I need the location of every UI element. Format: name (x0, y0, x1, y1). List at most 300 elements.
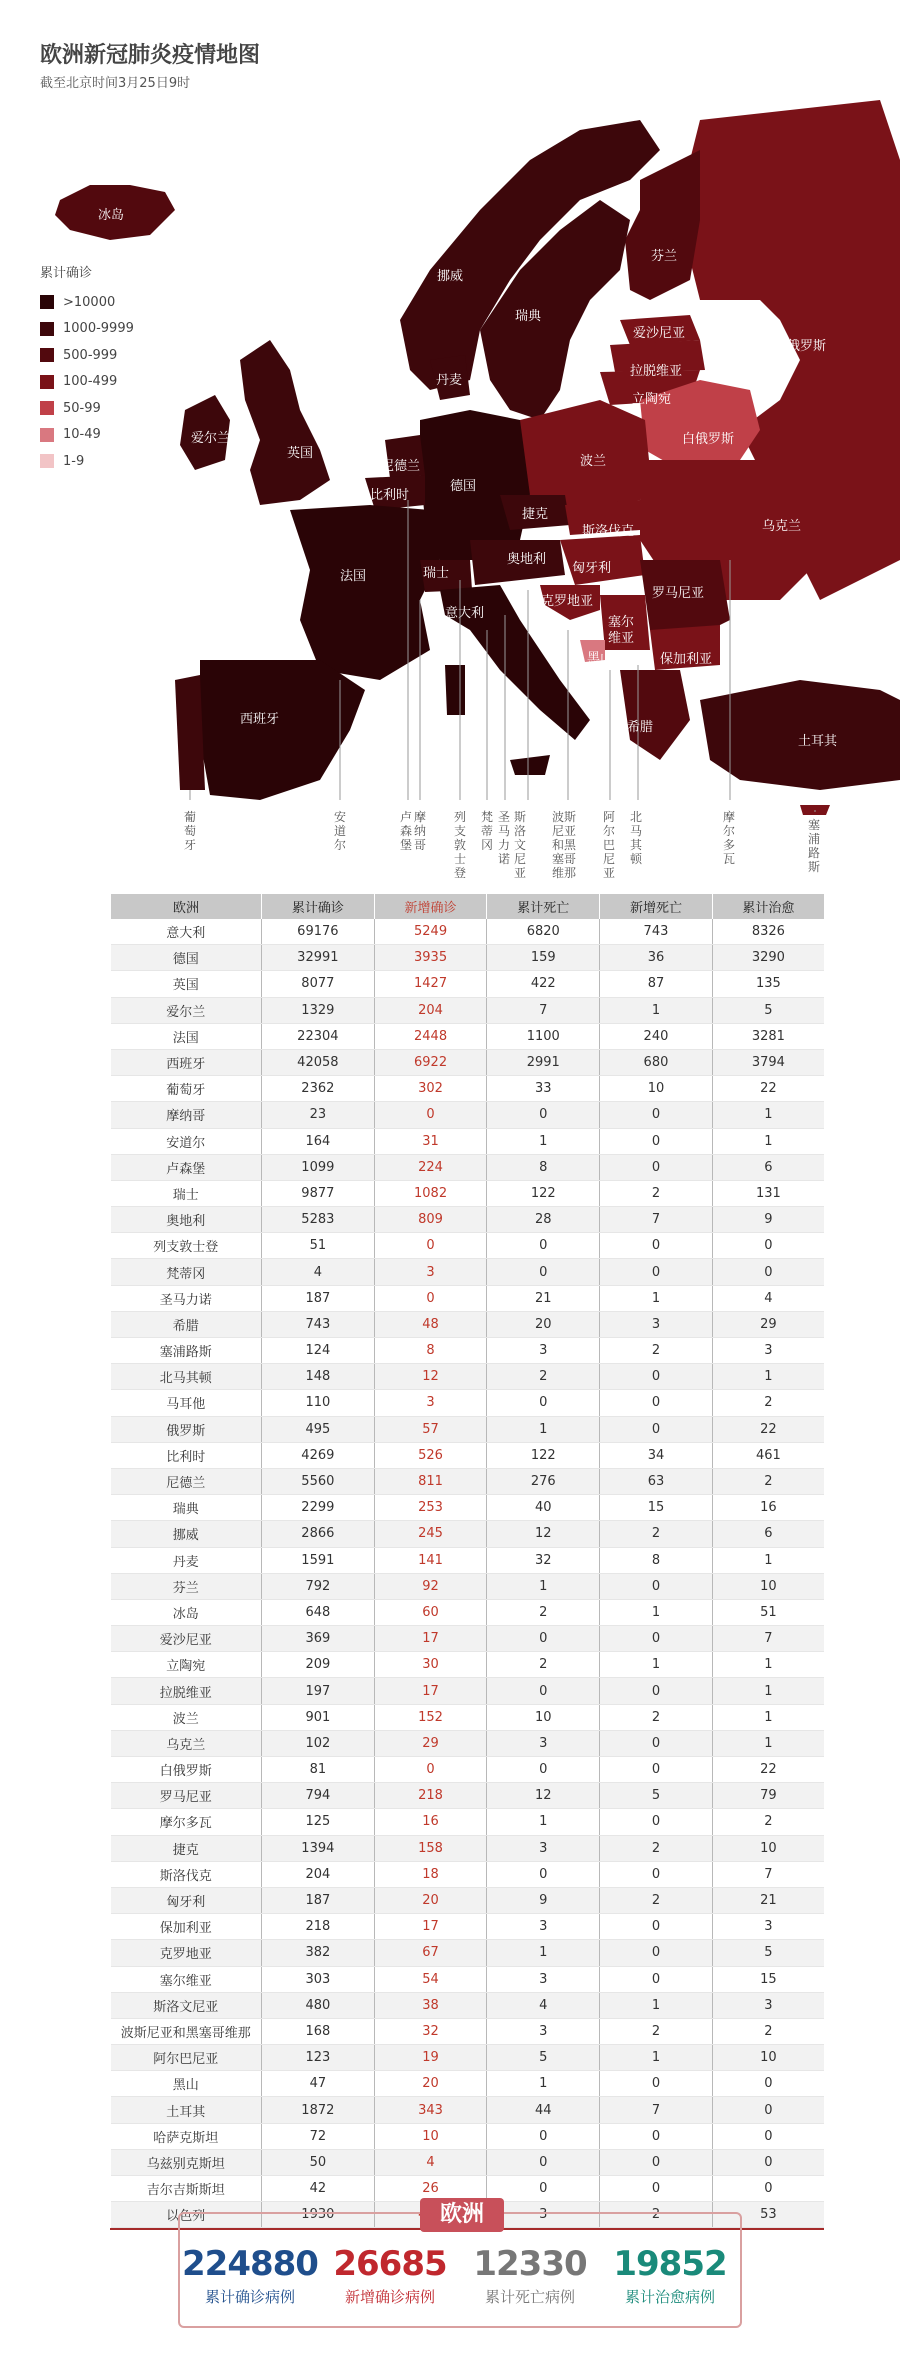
table-cell: 2 (600, 2202, 713, 2228)
table-cell: 0 (712, 2097, 824, 2123)
table-cell: 102 (262, 1730, 375, 1756)
legend-item (40, 422, 134, 449)
table-row (111, 2123, 825, 2149)
table-cell: 32 (374, 2018, 487, 2044)
table-cell: 42058 (262, 1049, 375, 1075)
table-cell: 81 (262, 1757, 375, 1783)
table-cell: 8 (600, 1547, 713, 1573)
summary-recovered-value: 19852 (613, 2244, 727, 2284)
table-cell: 2866 (262, 1521, 375, 1547)
table-cell: 2 (712, 1809, 824, 1835)
table-row (111, 1390, 825, 1416)
label-spain: 西班牙 (240, 712, 280, 727)
table-row (111, 1992, 825, 2018)
table-row (111, 1704, 825, 1730)
table-cell: 1100 (487, 1023, 600, 1049)
table-row (111, 1757, 825, 1783)
table-cell: 1 (712, 1547, 824, 1573)
table-cell: 164 (262, 1128, 375, 1154)
table-cell: 0 (487, 1233, 600, 1259)
page-title: 欧洲新冠肺炎疫情地图 (40, 43, 261, 68)
table-cell: 以色列 (111, 2202, 262, 2228)
table-cell: 22 (712, 1416, 824, 1442)
table-cell: 148 (262, 1364, 375, 1390)
table-cell: 20 (374, 1887, 487, 1913)
table-cell: 乌兹别克斯坦 (111, 2149, 262, 2175)
legend-swatch (40, 348, 54, 362)
table-cell: 38 (374, 1992, 487, 2018)
legend-item (40, 289, 134, 316)
table-row (111, 2045, 825, 2071)
table-row (111, 1495, 825, 1521)
table-row (111, 2149, 825, 2175)
data-table (110, 894, 824, 2230)
table-cell: 0 (487, 2149, 600, 2175)
label-slovakia: 斯洛伐克 (582, 524, 635, 539)
table-cell: 0 (600, 1861, 713, 1887)
summary-new-confirmed-label: 新增确诊病例 (344, 2288, 435, 2306)
table-cell: 0 (712, 2149, 824, 2175)
label-italy: 意大利 (445, 606, 485, 621)
table-cell: 0 (712, 2123, 824, 2149)
table-cell: 2 (600, 1338, 713, 1364)
callout-moldova: 摩尔多瓦 (723, 810, 736, 866)
table-cell: 挪威 (111, 1521, 262, 1547)
table-cell: 87 (600, 971, 713, 997)
table-cell: 0 (600, 1678, 713, 1704)
table-cell: 3 (374, 1390, 487, 1416)
table-cell: 16 (712, 1495, 824, 1521)
table-cell: 波斯尼亚和黑塞哥维那 (111, 2018, 262, 2044)
table-cell: 斯洛伐克 (111, 1861, 262, 1887)
table-cell: 瑞士 (111, 1180, 262, 1206)
table-cell: 7 (600, 1207, 713, 1233)
label-lithuania: 立陶宛 (632, 392, 672, 407)
table-cell: 12 (487, 1521, 600, 1547)
legend-item (40, 369, 134, 396)
table-cell: 葡萄牙 (111, 1076, 262, 1102)
table-cell: 44 (487, 2097, 600, 2123)
table-cell: 9877 (262, 1180, 375, 1206)
table-cell: 德国 (111, 945, 262, 971)
map-legend (40, 262, 134, 475)
table-row (111, 1233, 825, 1259)
table-row (111, 1416, 825, 1442)
table-cell: 0 (600, 1573, 713, 1599)
table-cell: 2 (487, 1364, 600, 1390)
table-cell: 塞浦路斯 (111, 1338, 262, 1364)
table-cell: 123 (262, 2045, 375, 2071)
table-cell: 1 (600, 997, 713, 1023)
table-cell: 422 (487, 971, 600, 997)
table-cell: 摩尔多瓦 (111, 1809, 262, 1835)
label-norway: 挪威 (437, 269, 464, 284)
table-cell: 224 (374, 1154, 487, 1180)
table-cell: 240 (600, 1023, 713, 1049)
table-cell: 3 (600, 1311, 713, 1337)
table-cell: 3 (487, 1914, 600, 1940)
label-denmark: 丹麦 (436, 373, 463, 388)
table-cell: 8 (487, 1154, 600, 1180)
table-cell: 3 (712, 1992, 824, 2018)
table-cell: 20 (487, 1311, 600, 1337)
table-cell: 0 (487, 1390, 600, 1416)
table-row (111, 1311, 825, 1337)
table-row (111, 1887, 825, 1913)
label-montenegro: 黑山 (587, 651, 614, 666)
table-cell: 197 (262, 1678, 375, 1704)
table-cell: 2 (600, 2018, 713, 2044)
table-row (111, 1626, 825, 1652)
table-cell: 0 (600, 1102, 713, 1128)
table-cell: 4 (712, 1285, 824, 1311)
table-cell: 0 (374, 1285, 487, 1311)
table-cell: 1872 (262, 2097, 375, 2123)
table-cell: 48 (374, 1311, 487, 1337)
table-cell: 12 (487, 1783, 600, 1809)
table-cell: 0 (600, 1757, 713, 1783)
table-cell: 3 (487, 1835, 600, 1861)
label-belarus: 白俄罗斯 (682, 432, 735, 447)
table-cell: 0 (600, 2149, 713, 2175)
table-cell: 西班牙 (111, 1049, 262, 1075)
table-cell: 匈牙利 (111, 1887, 262, 1913)
table-cell: 1 (487, 1573, 600, 1599)
table-row (111, 1678, 825, 1704)
table-cell: 30 (374, 1652, 487, 1678)
table-cell: 8077 (262, 971, 375, 997)
table-cell: 0 (487, 1678, 600, 1704)
table-cell: 拉脱维亚 (111, 1678, 262, 1704)
table-cell: 54 (374, 1966, 487, 1992)
label-bulgaria: 保加利亚 (660, 652, 713, 667)
legend-label: 500-999 (63, 347, 118, 363)
table-cell: 保加利亚 (111, 1914, 262, 1940)
table-cell: 哈萨克斯坦 (111, 2123, 262, 2149)
legend-swatch (40, 454, 54, 468)
table-cell: 495 (262, 1416, 375, 1442)
label-turkey: 土耳其 (798, 734, 838, 749)
callout-monaco: 摩纳哥 (414, 810, 427, 852)
table-cell: 680 (600, 1049, 713, 1075)
table-cell: 2 (600, 1835, 713, 1861)
table-cell: 29 (712, 1311, 824, 1337)
label-uk: 英国 (287, 446, 314, 461)
label-ukraine: 乌克兰 (762, 519, 802, 534)
table-cell: 阿尔巴尼亚 (111, 2045, 262, 2071)
summary-recovered-label: 累计治愈病例 (624, 2288, 715, 2306)
table-cell: 乌克兰 (111, 1730, 262, 1756)
table-cell: 79 (712, 1783, 824, 1809)
table-cell: 57 (374, 1416, 487, 1442)
label-finland: 芬兰 (651, 249, 678, 264)
table-cell: 6922 (374, 1049, 487, 1075)
callout-sanmarino: 圣马力诺 (498, 810, 511, 866)
table-cell: 0 (600, 1259, 713, 1285)
table-cell: 2 (712, 1390, 824, 1416)
table-row (111, 1154, 825, 1180)
label-ireland: 爱尔兰 (191, 431, 231, 446)
table-cell: 5283 (262, 1207, 375, 1233)
table-cell: 4269 (262, 1442, 375, 1468)
table-cell: 罗马尼亚 (111, 1783, 262, 1809)
table-cell: 黑山 (111, 2071, 262, 2097)
summary-confirmed-value: 224880 (182, 2244, 318, 2284)
table-cell: 16 (374, 1809, 487, 1835)
table-cell: 0 (374, 1102, 487, 1128)
table-cell: 28 (487, 1207, 600, 1233)
summary-deaths (460, 2244, 600, 2307)
table-row (111, 2018, 825, 2044)
table-row (111, 1364, 825, 1390)
label-sweden: 瑞典 (515, 309, 542, 324)
table-cell: 10 (712, 1835, 824, 1861)
table-cell: 253 (374, 1495, 487, 1521)
table-cell: 125 (262, 1809, 375, 1835)
table-cell: 2 (487, 1599, 600, 1625)
table-cell: 塞尔维亚 (111, 1966, 262, 1992)
table-cell: 21 (487, 1285, 600, 1311)
table-cell: 69176 (262, 919, 375, 945)
label-belgium: 比利时 (370, 488, 410, 503)
table-cell: 110 (262, 1390, 375, 1416)
table-cell: 6820 (487, 919, 600, 945)
table-row (111, 1521, 825, 1547)
col-header-new-confirmed: 新增确诊 (374, 894, 487, 919)
legend-title: 累计确诊 (40, 266, 93, 281)
table-cell: 1 (712, 1364, 824, 1390)
label-hungary: 匈牙利 (572, 561, 612, 576)
table-cell: 461 (712, 1442, 824, 1468)
legend-label: 10-49 (63, 427, 101, 443)
table-cell: 4 (374, 2149, 487, 2175)
summary-box (178, 2202, 742, 2328)
table-cell: 芬兰 (111, 1573, 262, 1599)
table-cell: 47 (262, 2071, 375, 2097)
table-cell: 10 (712, 2045, 824, 2071)
callout-slovenia: 斯洛文尼亚 (514, 810, 527, 880)
table-cell: 17 (374, 1678, 487, 1704)
table-cell: 3 (712, 1338, 824, 1364)
callout-albania: 阿尔巴尼亚 (603, 810, 616, 880)
table-body (111, 919, 825, 2228)
table-cell: 1 (600, 1992, 713, 2018)
table-cell: 冰岛 (111, 1599, 262, 1625)
table-cell: 爱沙尼亚 (111, 1626, 262, 1652)
table-cell: 英国 (111, 971, 262, 997)
table-cell: 0 (600, 1809, 713, 1835)
table-cell: 0 (600, 1416, 713, 1442)
callout-andorra: 安道尔 (334, 810, 347, 852)
table-cell: 1930 (262, 2202, 375, 2228)
table-cell: 5 (712, 997, 824, 1023)
summary-recovered (600, 2244, 740, 2307)
table-cell: 0 (600, 1128, 713, 1154)
table-cell: 67 (374, 1940, 487, 1966)
table-cell: 343 (374, 2097, 487, 2123)
table-row (111, 919, 825, 945)
table-cell: 51 (712, 1599, 824, 1625)
table-cell: 0 (487, 1757, 600, 1783)
table-cell: 12 (374, 1364, 487, 1390)
legend-swatch (40, 322, 54, 336)
table-cell: 168 (262, 2018, 375, 2044)
table-cell: 0 (712, 2176, 824, 2202)
table-cell: 794 (262, 1783, 375, 1809)
legend-label: 50-99 (63, 400, 101, 416)
table-cell: 0 (600, 1940, 713, 1966)
legend-label: >10000 (63, 294, 116, 310)
table-cell: 3935 (374, 945, 487, 971)
table-cell: 369 (262, 1626, 375, 1652)
legend-item (40, 342, 134, 369)
table-cell: 526 (374, 1442, 487, 1468)
table-cell: 31 (374, 1128, 487, 1154)
table-cell: 92 (374, 1573, 487, 1599)
table-cell: 1 (487, 1809, 600, 1835)
table-cell: 0 (600, 1626, 713, 1652)
legend-label: 100-499 (63, 374, 118, 390)
table-row (111, 1940, 825, 1966)
table-row (111, 1783, 825, 1809)
table-cell: 0 (600, 2176, 713, 2202)
table-cell: 6 (712, 1521, 824, 1547)
table-cell: 811 (374, 1468, 487, 1494)
table-cell: 1427 (374, 971, 487, 997)
col-header-recovered: 累计治愈 (712, 894, 824, 919)
label-russia: 俄罗斯 (787, 339, 827, 354)
table-cell: 梵蒂冈 (111, 1259, 262, 1285)
table-cell: 2 (600, 1180, 713, 1206)
summary-deaths-label: 累计死亡病例 (484, 2288, 575, 2306)
table-cell: 382 (262, 1940, 375, 1966)
table-cell: 53 (712, 2202, 824, 2228)
table-cell: 1 (712, 1678, 824, 1704)
table-cell: 32 (487, 1547, 600, 1573)
table-cell: 743 (600, 919, 713, 945)
table-cell: 10 (374, 2123, 487, 2149)
table-cell: 9 (487, 1887, 600, 1913)
table-cell: 1 (600, 2045, 713, 2071)
table-cell: 4 (487, 1992, 600, 2018)
table-cell: 3 (374, 1259, 487, 1285)
table-cell: 1 (487, 1128, 600, 1154)
table-cell: 2 (600, 1521, 713, 1547)
label-croatia: 克罗地亚 (541, 594, 594, 609)
table-cell: 2299 (262, 1495, 375, 1521)
table-cell: 7 (487, 997, 600, 1023)
legend-item (40, 395, 134, 422)
table-cell: 0 (374, 1233, 487, 1259)
table-row (111, 1914, 825, 1940)
table-row (111, 1049, 825, 1075)
table-cell: 209 (262, 1652, 375, 1678)
table-cell: 40 (487, 1495, 600, 1521)
table-cell: 10 (487, 1704, 600, 1730)
table-cell: 218 (374, 1783, 487, 1809)
table-cell: 希腊 (111, 1311, 262, 1337)
table-cell: 安道尔 (111, 1128, 262, 1154)
callout-vatican: 梵蒂冈 (481, 810, 494, 852)
table-cell: 3 (487, 2018, 600, 2044)
table-cell: 2 (600, 1704, 713, 1730)
callout-portugal: 葡萄牙 (184, 810, 197, 852)
legend-swatch (40, 401, 54, 415)
table-cell: 7 (600, 2097, 713, 2123)
summary-new-confirmed (320, 2244, 460, 2307)
table-cell: 0 (600, 1154, 713, 1180)
legend-items (40, 289, 134, 475)
label-iceland: 冰岛 (98, 208, 125, 223)
table-cell: 17 (374, 1626, 487, 1652)
table-cell: 瑞典 (111, 1495, 262, 1521)
table-cell: 2 (600, 1887, 713, 1913)
table-cell: 1 (600, 1652, 713, 1678)
table-cell: 204 (374, 997, 487, 1023)
table-cell: 2448 (374, 1023, 487, 1049)
table-cell: 0 (487, 1102, 600, 1128)
table-cell: 克罗地亚 (111, 1940, 262, 1966)
table-cell: 51 (262, 1233, 375, 1259)
legend-item (40, 448, 134, 475)
table-row (111, 1547, 825, 1573)
table-row (111, 2097, 825, 2123)
table-cell: 3 (487, 1966, 600, 1992)
table-cell: 42 (262, 2176, 375, 2202)
table-cell: 0 (600, 2071, 713, 2097)
table-cell: 1 (600, 1599, 713, 1625)
table-cell: 152 (374, 1704, 487, 1730)
table-cell: 俄罗斯 (111, 1416, 262, 1442)
table-cell: 245 (374, 1521, 487, 1547)
table-row (111, 1442, 825, 1468)
table-cell: 122 (487, 1442, 600, 1468)
callout-cyprus: 塞浦路斯 (808, 818, 821, 874)
table-cell: 2 (487, 1652, 600, 1678)
callout-labels (0, 0, 916, 900)
callout-liechtenstein: 列支敦士登 (454, 810, 467, 880)
table-cell: 斯洛文尼亚 (111, 1992, 262, 2018)
table-cell: 爱尔兰 (111, 997, 262, 1023)
table-cell: 792 (262, 1573, 375, 1599)
table-cell: 3794 (712, 1049, 824, 1075)
table-row (111, 1809, 825, 1835)
table-cell: 141 (374, 1547, 487, 1573)
table-cell: 丹麦 (111, 1547, 262, 1573)
summary-new-confirmed-value: 26685 (333, 2244, 447, 2284)
table-cell: 摩纳哥 (111, 1102, 262, 1128)
table-cell: 0 (712, 1233, 824, 1259)
table-cell: 63 (600, 1468, 713, 1494)
table-cell: 2991 (487, 1049, 600, 1075)
table-cell: 218 (262, 1914, 375, 1940)
table-cell: 22304 (262, 1023, 375, 1049)
label-switzerland: 瑞士 (423, 566, 450, 581)
table-cell: 1 (712, 1704, 824, 1730)
table-cell: 10 (600, 1076, 713, 1102)
table-cell: 3 (487, 2202, 600, 2228)
table-row (111, 1128, 825, 1154)
table-cell: 743 (262, 1311, 375, 1337)
table-cell: 5 (487, 2045, 600, 2071)
table-cell: 法国 (111, 1023, 262, 1049)
table-cell: 2362 (262, 1076, 375, 1102)
table-cell: 5560 (262, 1468, 375, 1494)
table-cell: 276 (487, 1468, 600, 1494)
table-row (111, 1966, 825, 1992)
table-cell: 1082 (374, 1180, 487, 1206)
table-cell: 卢森堡 (111, 1154, 262, 1180)
